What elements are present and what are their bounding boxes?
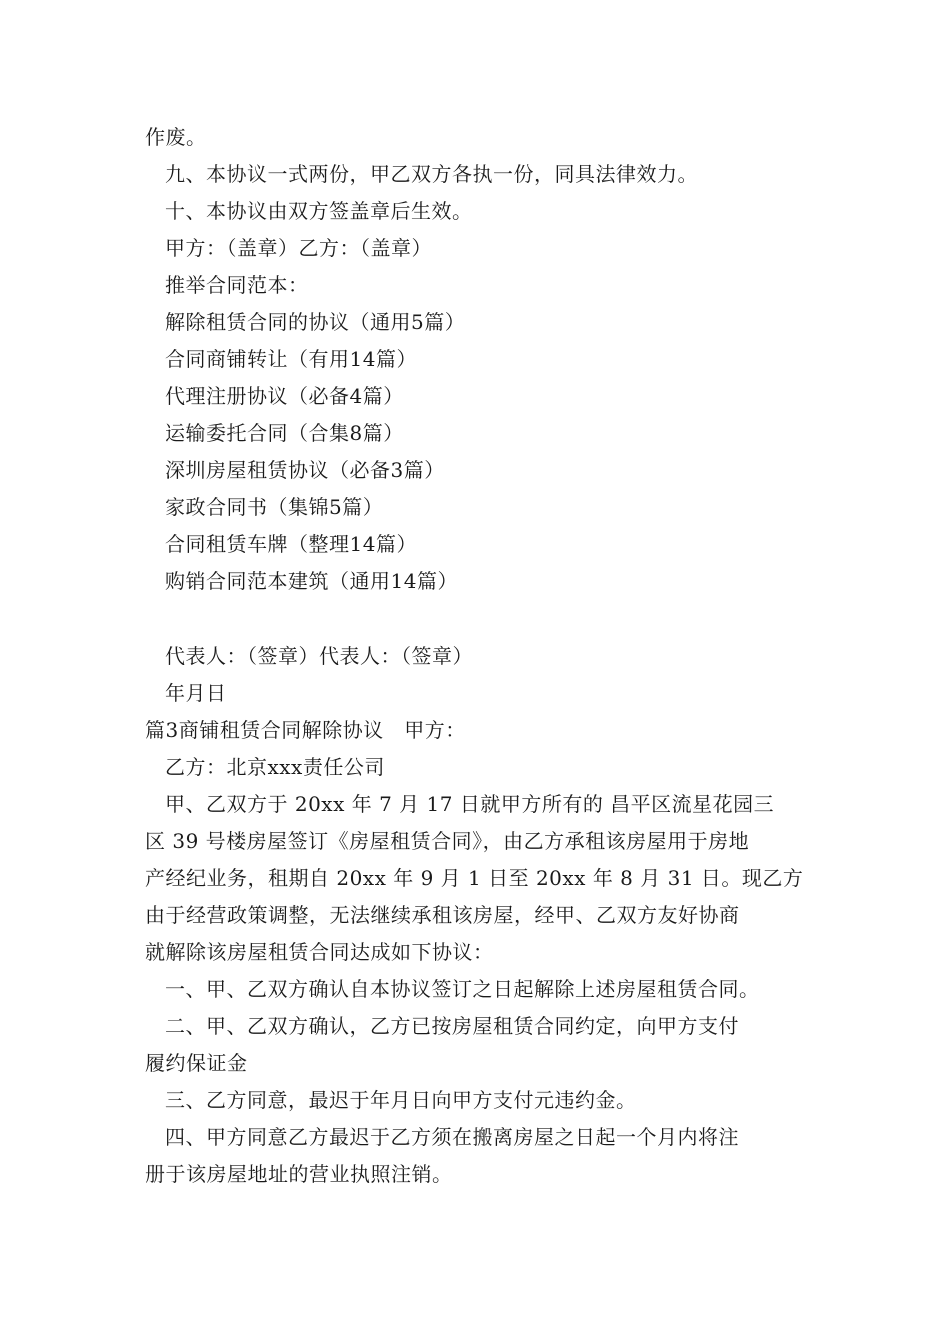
recommended-item: 运输委托合同（合集8篇）	[165, 421, 404, 445]
recommended-item: 解除租赁合同的协议（通用5篇）	[165, 310, 466, 334]
recommended-item: 家政合同书（集锦5篇）	[165, 495, 384, 519]
body-text: 区 39 号楼房屋签订《房屋租赁合同》，由乙方承租该房屋用于房地	[145, 829, 750, 853]
body-text: 由于经营政策调整，无法继续承租该房屋，经甲、乙双方友好协商	[145, 903, 740, 927]
recommended-item: 购销合同范本建筑（通用14篇）	[165, 569, 458, 593]
signature-line: 甲方：（盖章）乙方：（盖章）	[165, 236, 432, 260]
clause-four: 四、甲方同意乙方最迟于乙方须在搬离房屋之日起一个月内将注	[165, 1125, 739, 1149]
clause-ten: 十、本协议由双方签盖章后生效。	[165, 199, 473, 223]
clause-nine: 九、本协议一式两份，甲乙双方各执一份，同具法律效力。	[165, 162, 698, 186]
clause-one: 一、甲、乙双方确认自本协议签订之日起解除上述房屋租赁合同。	[165, 977, 760, 1001]
date-line: 年月日	[165, 681, 227, 705]
clause-two: 二、甲、乙双方确认，乙方已按房屋租赁合同约定，向甲方支付	[165, 1014, 739, 1038]
recommended-heading: 推举合同范本：	[165, 273, 309, 297]
party-b-line: 乙方：北京xxx责任公司	[165, 755, 385, 779]
recommended-item: 合同商铺转让（有用14篇）	[165, 347, 417, 371]
recommended-item: 合同租赁车牌（整理14篇）	[165, 532, 417, 556]
body-text: 履约保证金	[145, 1051, 248, 1075]
body-text: 产经纪业务，租期自 20xx 年 9 月 1 日至 20xx 年 8 月 31 日。现乙方	[145, 866, 804, 890]
body-text: 就解除该房屋租赁合同达成如下协议：	[145, 940, 494, 964]
section-heading: 篇3商铺租赁合同解除协议 甲方：	[145, 718, 466, 742]
recommended-item: 深圳房屋租赁协议（必备3篇）	[165, 458, 445, 482]
clause-three: 三、乙方同意，最迟于年月日向甲方支付元违约金。	[165, 1088, 637, 1112]
body-text: 甲、乙双方于 20xx 年 7 月 17 日就甲方所有的 昌平区流星花园三	[165, 792, 775, 816]
recommended-item: 代理注册协议（必备4篇）	[165, 384, 404, 408]
representative-line: 代表人：（签章）代表人：（签章）	[165, 644, 473, 668]
text-line: 作废。	[145, 125, 207, 149]
body-text: 册于该房屋地址的营业执照注销。	[145, 1162, 453, 1186]
